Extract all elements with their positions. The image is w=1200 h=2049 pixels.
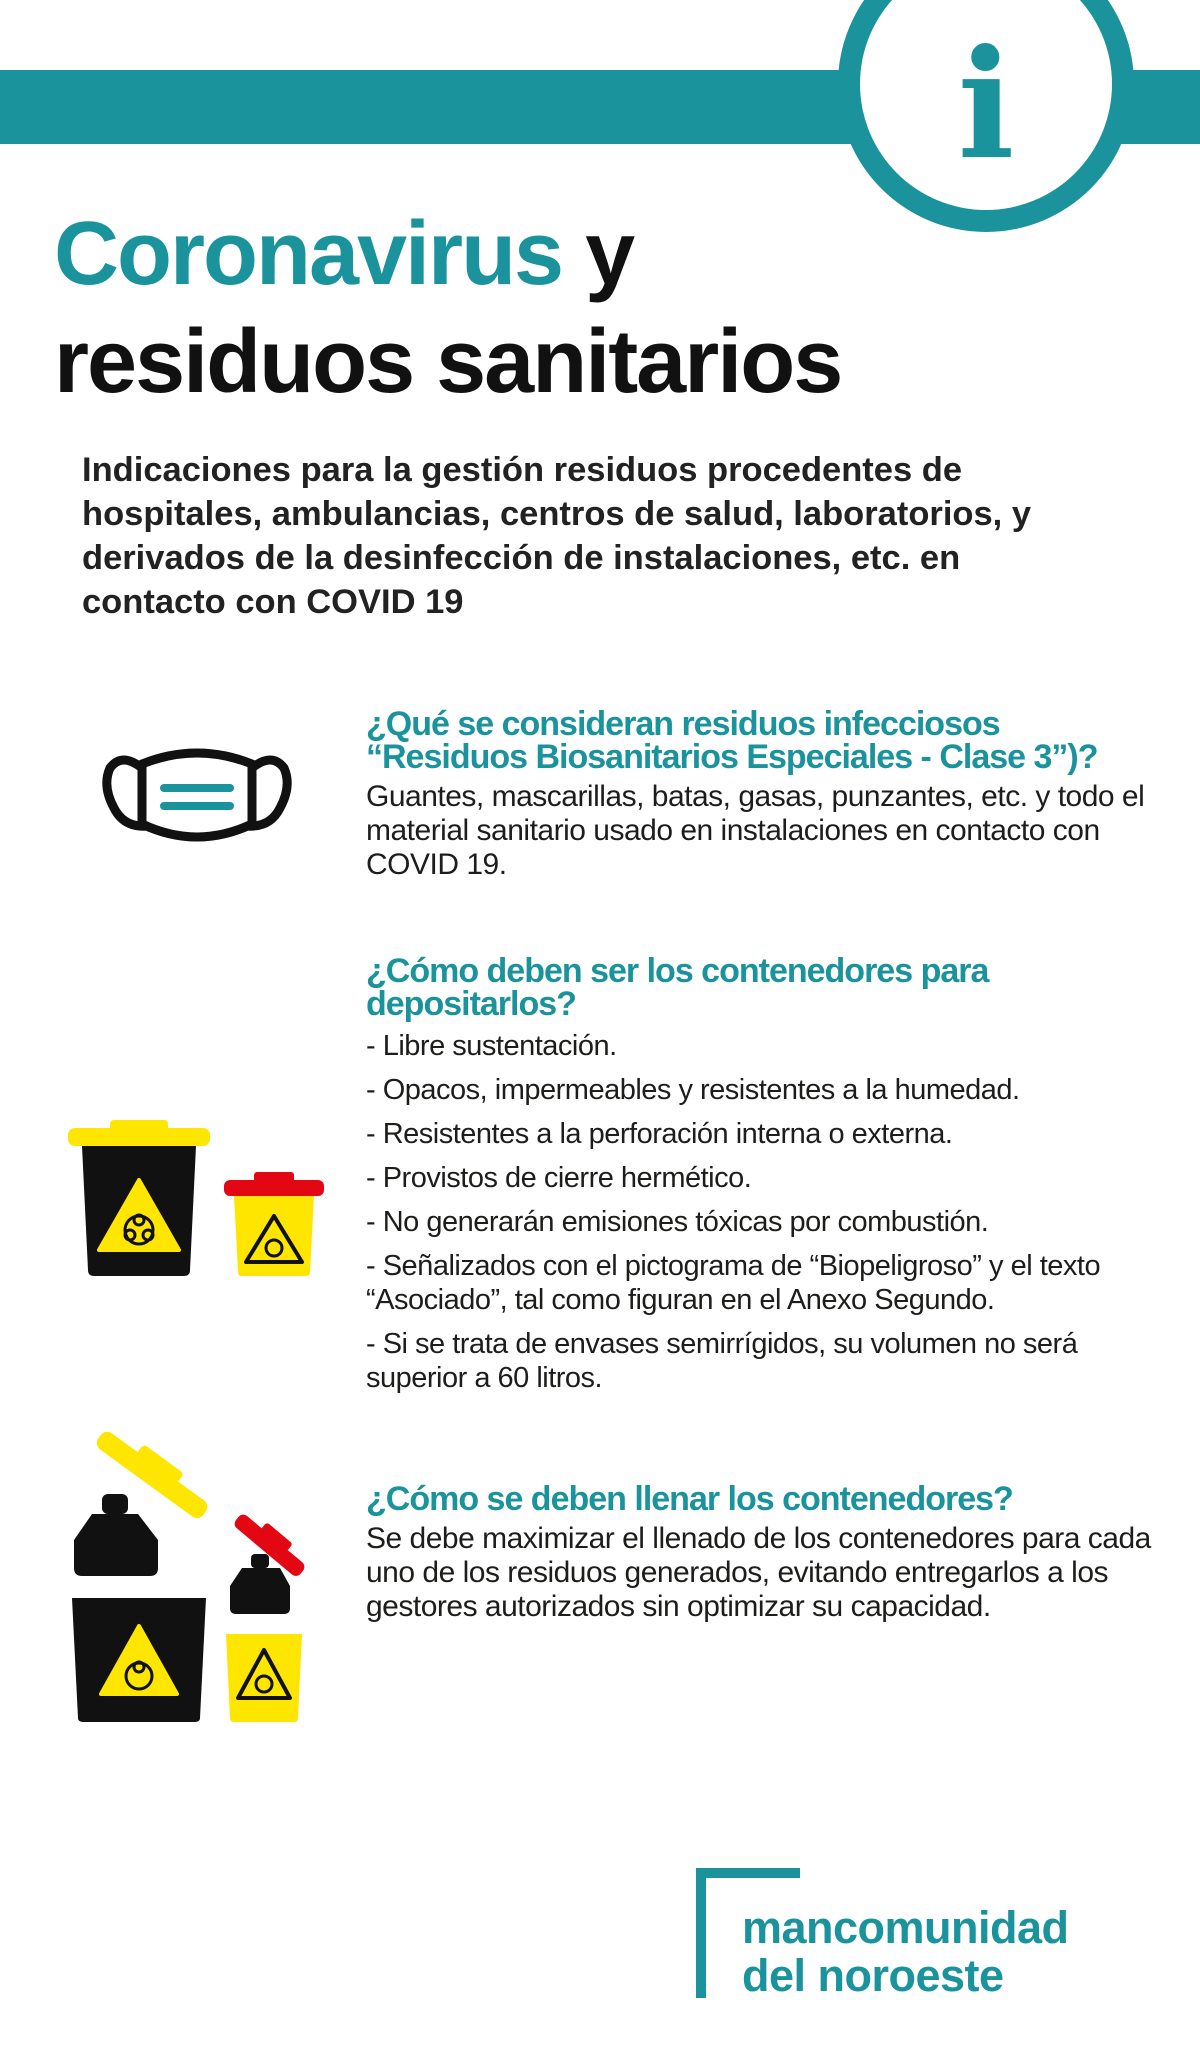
info-icon — [838, 0, 1134, 232]
list-item: - No generarán emisiones tóxicas por combustión. — [366, 1206, 989, 1238]
list-item: - Libre sustentación. — [366, 1030, 617, 1062]
section-3-body: Se debe maximizar el llenado de los contenedores para cada uno de los residuos generados, evitando entregarlos a los gestores autorizados sin optimizar su capacidad. — [366, 1522, 1151, 1623]
section-1-body: Guantes, mascarillas, batas, gasas, punzantes, etc. y todo el material sanitario usado en instalaciones en contacto con COVID 19. — [366, 780, 1145, 881]
section-3-title: ¿Cómo se deben llenar los contenedores? — [366, 1480, 1013, 1518]
logo-line-2: del noroeste — [742, 1950, 1004, 2001]
logo-line-1: mancomunidad — [742, 1902, 1069, 1953]
logo-text — [742, 1904, 1069, 2000]
list-item: - Si se trata de envases semirrígidos, su volumen no será superior a 60 litros. — [366, 1328, 1078, 1394]
list-item: - Opacos, impermeables y resistentes a la humedad. — [366, 1074, 1020, 1106]
title-residuos: residuos sanitarios — [54, 312, 842, 412]
intro-text: Indicaciones para la gestión residuos procedentes de hospitales, ambulancias, centros de salud, laboratorios, y derivados de la desinfección de instalaciones, etc. en contacto con COVID 19 — [82, 451, 1032, 621]
biohazard-containers-icon — [68, 1118, 328, 1278]
page-title — [54, 200, 841, 416]
section-filling — [366, 1480, 1166, 1624]
face-mask-icon — [102, 746, 292, 846]
section-containers — [366, 952, 1166, 1405]
section-1-title: ¿Qué se consideran residuos infecciosos “Residuos Biosanitarios Especiales - Clase 3”)? — [366, 705, 1098, 776]
container-requirements-list — [366, 1029, 1166, 1395]
title-y: y — [562, 204, 634, 304]
list-item: - Resistentes a la perforación interna o externa. — [366, 1118, 953, 1150]
filling-containers-icon — [68, 1432, 328, 1722]
info-icon-inner — [860, 0, 1112, 210]
title-coronavirus: Coronavirus — [54, 204, 563, 304]
section-infectious-waste — [366, 705, 1166, 882]
list-item: - Provistos de cierre hermético. — [366, 1162, 752, 1194]
info-letter: i — [957, 17, 1015, 193]
section-2-title: ¿Cómo deben ser los contenedores para depositarlos? — [366, 952, 989, 1023]
list-item: - Señalizados con el pictograma de “Biopeligroso” y el texto “Asociado”, tal como figuran en el Anexo Segundo. — [366, 1250, 1101, 1316]
mancomunidad-logo — [696, 1868, 1136, 2008]
